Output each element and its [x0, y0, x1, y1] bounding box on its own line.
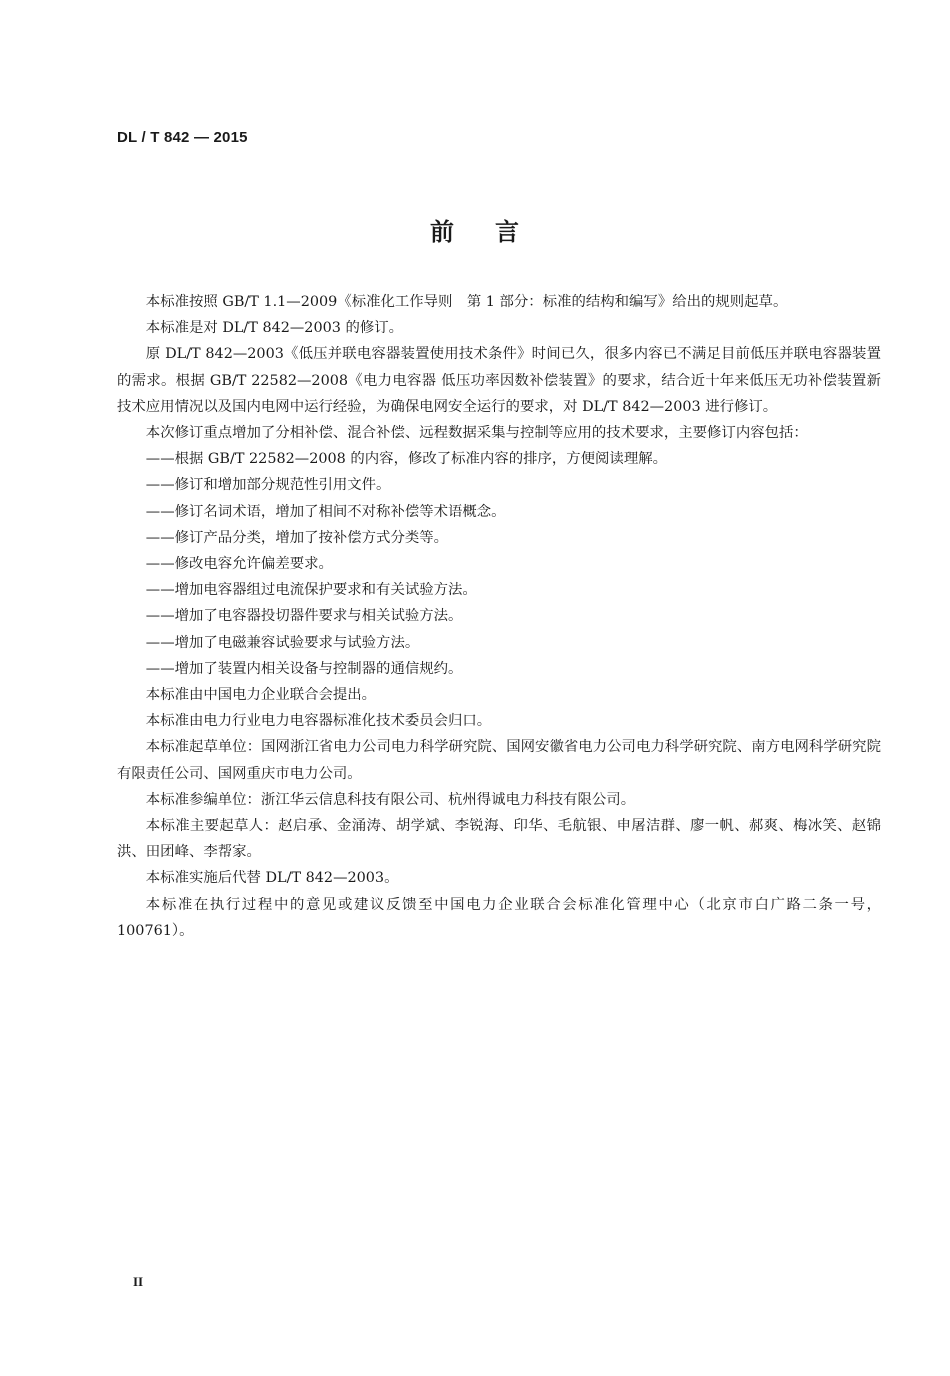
paragraph-main-drafters: 本标准主要起草人：赵启承、金涌涛、胡学斌、李锐海、印华、毛航银、申屠洁群、廖一帆、郝爽、梅冰笑、赵锦洪、田团峰、李帮家。 — [117, 818, 881, 861]
paragraph-feedback: 本标准在执行过程中的意见或建议反馈至中国电力企业联合会标准化管理中心（北京市白广路二条一号，100761）。 — [117, 896, 881, 939]
paragraph-drafting-rules: 本标准按照 GB/T 1.1—2009《标准化工作导则 第 1 部分：标准的结构和编写》给出的规则起草。 — [145, 294, 788, 310]
title-char-2: 言 — [495, 217, 520, 246]
paragraph-participating-units: 本标准参编单位：浙江华云信息科技有限公司、杭州得诚电力科技有限公司。 — [145, 791, 636, 808]
title-char-1: 前 — [430, 217, 455, 246]
list-item: ——增加了装置内相关设备与控制器的通信规约。 — [145, 660, 463, 677]
foreword-body — [117, 289, 881, 944]
paragraph-revision-focus: 本次修订重点增加了分相补偿、混合补偿、远程数据采集与控制等应用的技术要求，主要修订内容包括： — [145, 425, 808, 442]
page-title — [0, 212, 950, 247]
page-number: II — [133, 1274, 144, 1289]
list-item: ——修订和增加部分规范性引用文件。 — [145, 477, 391, 494]
list-item: ——增加电容器组过电流保护要求和有关试验方法。 — [145, 582, 477, 599]
paragraph-revision-of: 本标准是对 DL/T 842—2003 的修订。 — [145, 320, 404, 337]
list-item: ——增加了电磁兼容试验要求与试验方法。 — [145, 634, 420, 651]
paragraph-proposed-by: 本标准由中国电力企业联合会提出。 — [145, 687, 377, 704]
list-item: ——修订名词术语，增加了相间不对称补偿等术语概念。 — [145, 503, 506, 520]
list-item: ——修订产品分类，增加了按补偿方式分类等。 — [145, 529, 449, 546]
paragraph-centralized-by: 本标准由电力行业电力电容器标准化技术委员会归口。 — [145, 713, 492, 730]
list-item: ——修改电容允许偏差要求。 — [145, 556, 333, 573]
standard-code: DL / T 842 — 2015 — [117, 129, 248, 146]
paragraph-background: 原 DL/T 842—2003《低压并联电容器装置使用技术条件》时间已久，很多内容已不满足目前低压并联电容器装置的需求。根据 GB/T 22582—2008《电力电容器 低压功率因数补偿装置》的要求，结合近十年来低压无功补偿装置新技术应用情况以及国内电网中运行经验，为确保电网安全运行的要求，对 DL/T 842—2003 进行修订。 — [117, 346, 881, 415]
paragraph-drafting-units: 本标准起草单位：国网浙江省电力公司电力科学研究院、国网安徽省电力公司电力科学研究院、南方电网科学研究院有限责任公司、国网重庆市电力公司。 — [117, 739, 881, 782]
list-item: ——增加了电容器投切器件要求与相关试验方法。 — [145, 608, 463, 625]
list-item: ——根据 GB/T 22582—2008 的内容，修改了标准内容的排序，方便阅读理解。 — [145, 451, 667, 468]
paragraph-replaces: 本标准实施后代替 DL/T 842—2003。 — [145, 870, 399, 887]
